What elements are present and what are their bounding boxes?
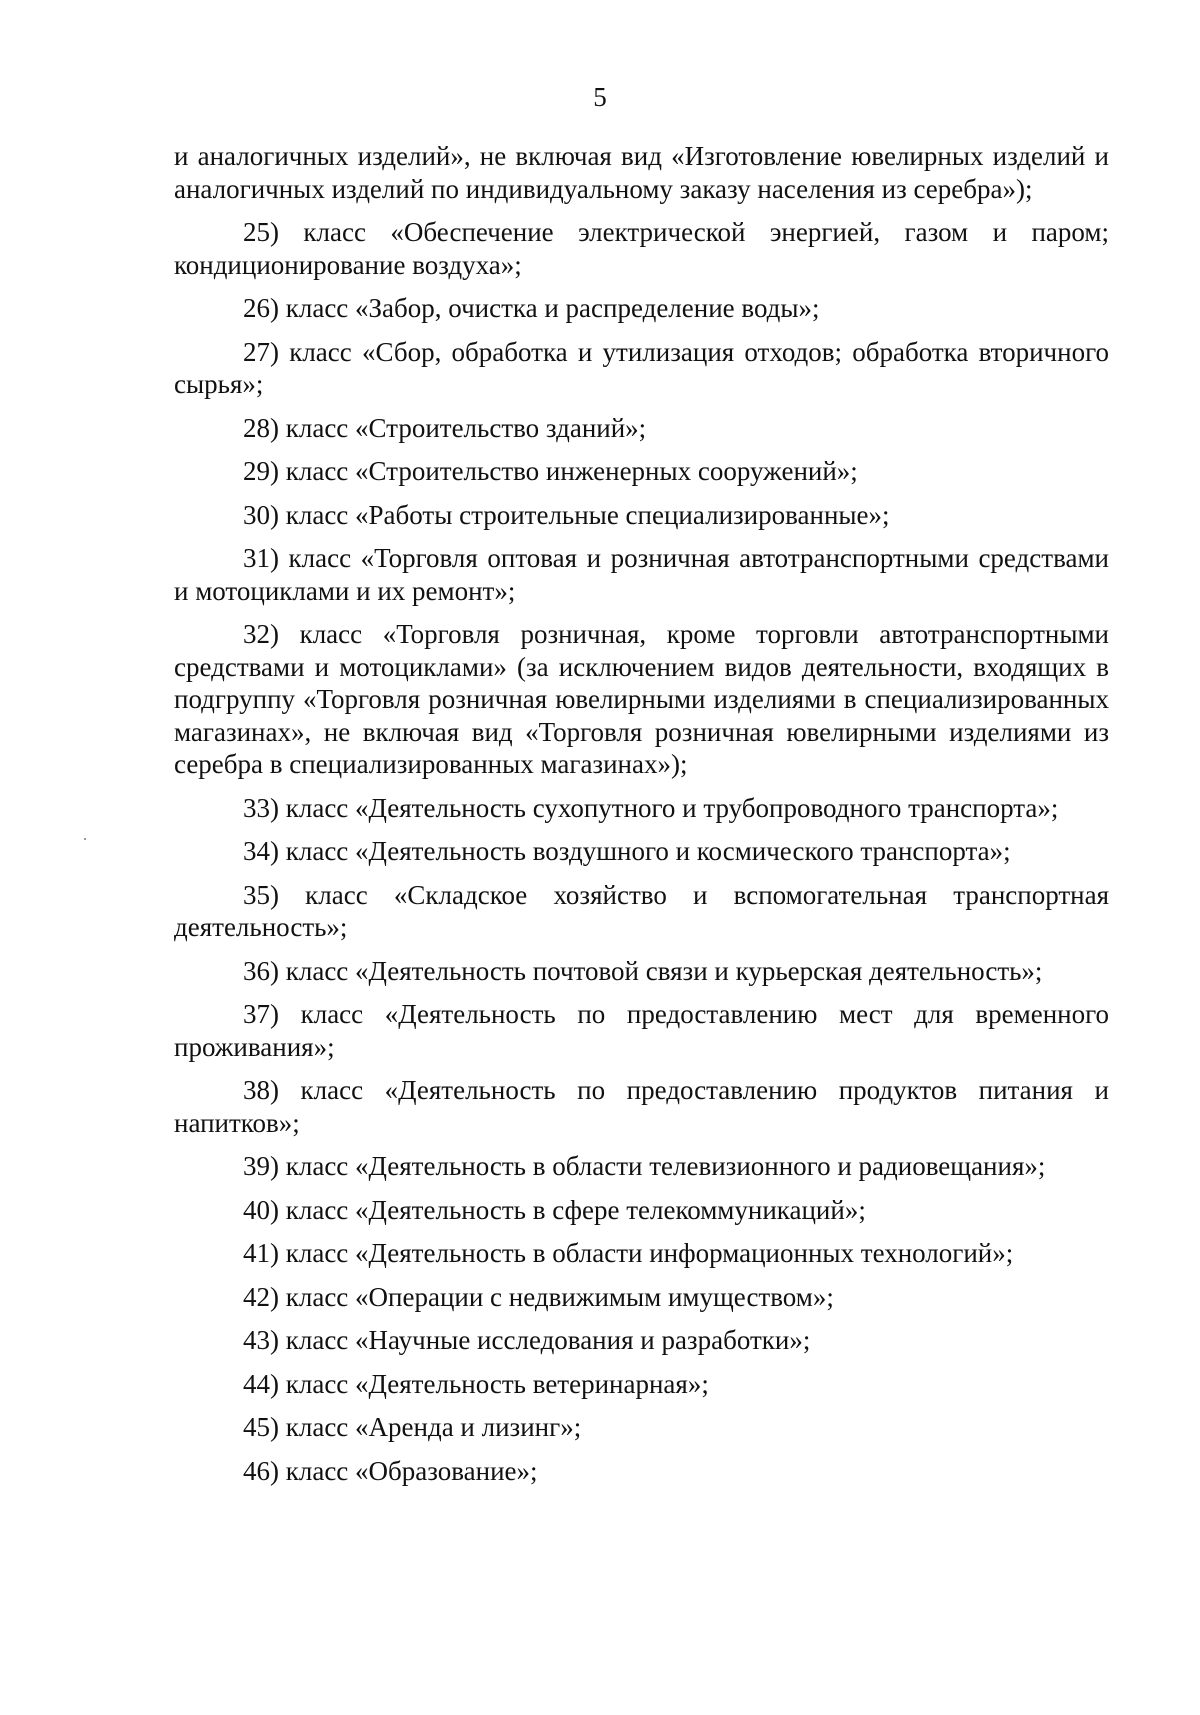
scan-artifact-dot [84, 838, 86, 840]
list-item-27: 27) класс «Сбор, обработка и утилизация отходов; обработка вторичного сырья»; [174, 336, 1109, 399]
page-number: 5 [593, 82, 607, 112]
list-item-46: 46) класс «Образование»; [243, 1455, 538, 1486]
list-item-36: 36) класс «Деятельность почтовой связи и курьерская деятельность»; [243, 955, 1043, 986]
list-item-29: 29) класс «Строительство инженерных сооружений»; [243, 456, 858, 486]
list-item-40: 40) класс «Деятельность в сфере телекоммуникаций»; [243, 1194, 866, 1225]
list-item-42: 42) класс «Операции с недвижимым имуществом»; [243, 1281, 834, 1312]
list-item-31: 31) класс «Торговля оптовая и розничная автотранспортными средствами и мотоциклами и их ремонт»; [174, 543, 1109, 606]
list-item-26: 26) класс «Забор, очистка и распределение воды»; [243, 293, 820, 323]
list-item-38: 38) класс «Деятельность по предоставлению продуктов питания и напитков»; [174, 1075, 1109, 1138]
list-item-33: 33) класс «Деятельность сухопутного и трубопроводного транспорта»; [243, 792, 1059, 823]
paragraph-continuation: и аналогичных изделий», не включая вид «Изготовление ювелирных изделий и аналогичных изделий по индивидуальному заказу населения из серебра»); [174, 141, 1109, 204]
list-item-30: 30) класс «Работы строительные специализированные»; [243, 499, 890, 530]
list-item-45: 45) класс «Аренда и лизинг»; [243, 1412, 582, 1442]
list-item-34: 34) класс «Деятельность воздушного и космического транспорта»; [243, 836, 1011, 866]
list-item-39: 39) класс «Деятельность в области телевизионного и радиовещания»; [243, 1151, 1046, 1181]
list-item-35: 35) класс «Складское хозяйство и вспомогательная транспортная деятельность»; [174, 879, 1109, 942]
list-item-44: 44) класс «Деятельность ветеринарная»; [243, 1368, 709, 1399]
list-item-25: 25) класс «Обеспечение электрической энергией, газом и паром; кондиционирование воздуха»; [174, 217, 1109, 280]
list-item-41: 41) класс «Деятельность в области информационных технологий»; [243, 1238, 1014, 1268]
list-item-32: 32) класс «Торговля розничная, кроме торговли автотранспортными средствами и мотоциклами» (за исключением видов деятельности, входящих в подгруппу «Торговля розничная ювелирными изделиями в специализированных магазинах», не включая вид «Торговля розничная ювелирными изделиями из серебра в специализированных магазинах»); [174, 619, 1109, 779]
list-item-28: 28) класс «Строительство зданий»; [243, 412, 647, 443]
list-item-43: 43) класс «Научные исследования и разработки»; [243, 1325, 811, 1355]
document-body [174, 140, 1109, 1498]
list-item-37: 37) класс «Деятельность по предоставлению мест для временного проживания»; [174, 999, 1109, 1062]
